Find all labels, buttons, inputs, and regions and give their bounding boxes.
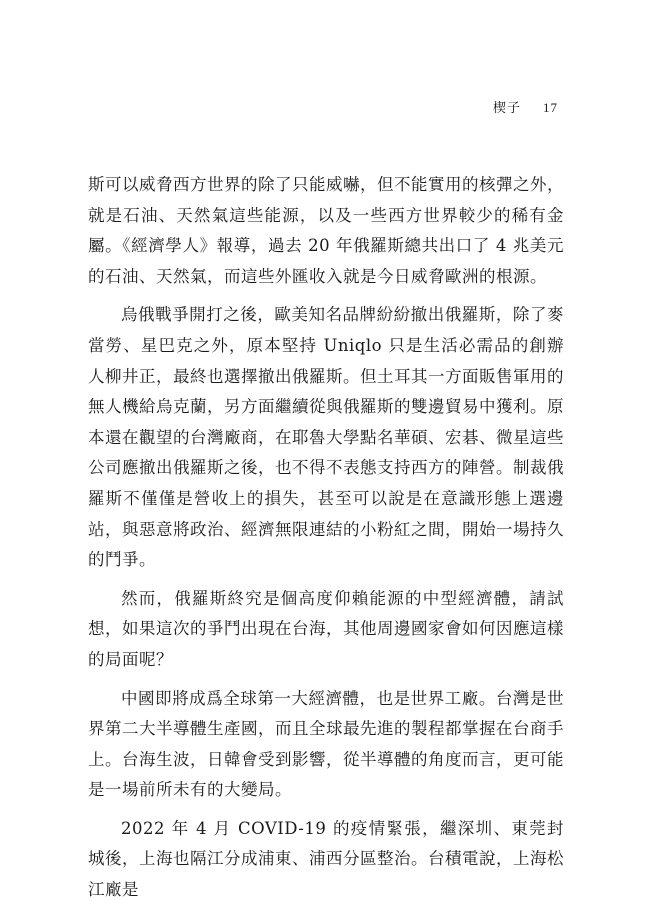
paragraph-1: 斯可以威脅西方世界的除了只能威嚇，但不能實用的核彈之外，就是石油、天然氣這些能源，以及一些西方世界較少的稀有金屬。《經濟學人》報導，過去 20 年俄羅斯總共出口了 4 兆美元的石油、天然氣，而這些外匯收入就是今日威脅歐洲的根源。 xyxy=(88,175,564,286)
page-number: 17 xyxy=(543,100,558,115)
paragraph-2: 烏俄戰爭開打之後，歐美知名品牌紛紛撤出俄羅斯，除了麥當勞、星巴克之外，原本堅持 Uniqlo 只是生活必需品的創辦人柳井正，最終也選擇撤出俄羅斯。但土耳其一方面販售軍用的無人機給烏克蘭，另方面繼續從與俄羅斯的雙邊貿易中獲利。原本還在觀望的台灣廠商，在耶魯大學點名華碩、宏碁、微星這些公司應撤出俄羅斯之後，也不得不表態支持西方的陣營。制裁俄羅斯不僅僅是營收上的損失，甚至可以說是在意識形態上選邊站，與惡意將政治、經濟無限連結的小粉紅之間，開始一場持久的鬥爭。 xyxy=(88,305,564,570)
paragraph-5: 2022 年 4 月 COVID-19 的疫情緊張，繼深圳、東莞封城後，上海也隔江分成浦東、浦西分區整治。台積電說，上海松江廠是 xyxy=(88,818,564,900)
paragraph-3: 然而，俄羅斯終究是個高度仰賴能源的中型經濟體，請試想，如果這次的爭鬥出現在台海，其他周邊國家會如何因應這樣的局面呢？ xyxy=(88,588,564,669)
chapter-title: 楔子 xyxy=(492,101,521,116)
running-header xyxy=(493,97,558,116)
body-text xyxy=(88,170,564,914)
paragraph-4: 中國即將成爲全球第一大經濟體，也是世界工廠。台灣是世界第二大半導體生產國，而且全球最先進的製程都掌握在台商手上。台海生波，日韓會受到影響，從半導體的角度而言，更可能是一場前所未有的大變局。 xyxy=(88,688,564,800)
